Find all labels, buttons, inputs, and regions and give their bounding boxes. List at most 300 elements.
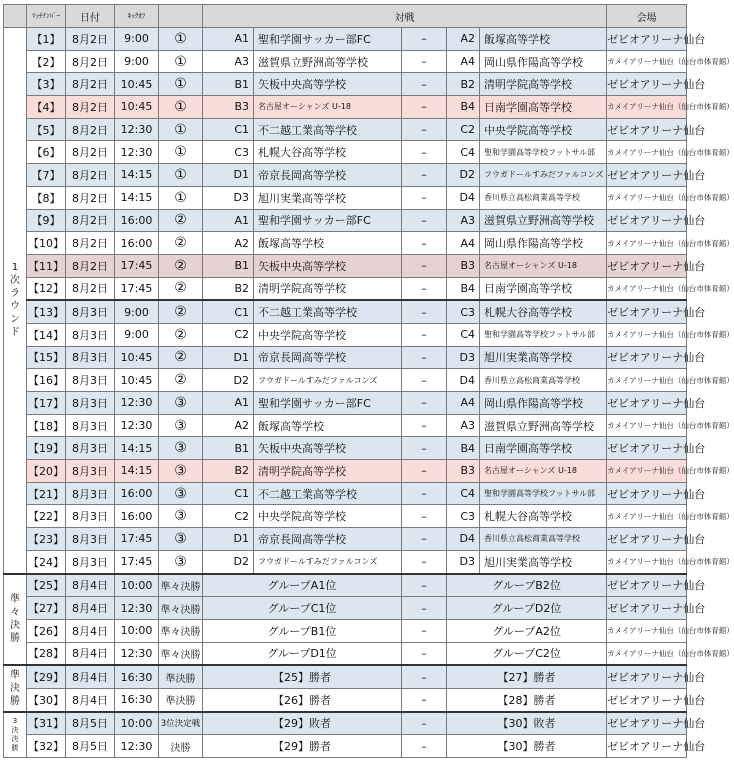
match-row — [4, 642, 687, 665]
group-slot-b: B3 — [447, 460, 480, 483]
match-row — [4, 323, 687, 346]
kickoff-time: 17:45 — [115, 254, 159, 277]
group-slot-b: A4 — [447, 50, 480, 73]
team-b: 香川県立高松商業高等学校 — [480, 186, 607, 209]
match-number: 【29】 — [27, 665, 66, 688]
team-a: 清明学院高等学校 — [254, 277, 402, 300]
group-slot-b: A4 — [447, 392, 480, 415]
match-row — [4, 735, 687, 758]
round-label: ③ — [159, 437, 203, 460]
match-date: 8月2日 — [66, 277, 115, 300]
team-b: グループB2位 — [447, 574, 607, 597]
round-label: ③ — [159, 460, 203, 483]
team-a: 帝京長岡高等学校 — [254, 164, 402, 187]
header-kickoff: ｷｯｸｵﾌ — [115, 5, 159, 28]
match-row — [4, 392, 687, 415]
team-a: 不二越工業高等学校 — [254, 300, 402, 323]
match-row — [4, 550, 687, 573]
stage-label-sf — [4, 665, 27, 711]
header-date: 日付 — [66, 5, 115, 28]
match-row — [4, 209, 687, 232]
round-label: ② — [159, 277, 203, 300]
team-a: 飯塚高等学校 — [254, 232, 402, 255]
match-date: 8月3日 — [66, 460, 115, 483]
versus-dash: – — [402, 665, 447, 688]
round-label: ③ — [159, 550, 203, 573]
round-label: ③ — [159, 482, 203, 505]
stage-char: 次 — [10, 275, 20, 287]
versus-dash: – — [402, 323, 447, 346]
versus-dash: – — [402, 186, 447, 209]
group-slot-b: B4 — [447, 277, 480, 300]
kickoff-time: 14:15 — [115, 437, 159, 460]
versus-dash: – — [402, 574, 447, 597]
venue: ゼビオアリーナ仙台 — [607, 712, 687, 735]
team-a: 聖和学園サッカー部FC — [254, 209, 402, 232]
kickoff-time: 16:30 — [115, 665, 159, 688]
team-a: 【29】敗者 — [203, 712, 402, 735]
match-date: 8月2日 — [66, 141, 115, 164]
match-date: 8月2日 — [66, 164, 115, 187]
group-slot-a: B2 — [203, 277, 254, 300]
group-slot-b: C4 — [447, 482, 480, 505]
team-b: 札幌大谷高等学校 — [480, 300, 607, 323]
kickoff-time: 14:15 — [115, 164, 159, 187]
group-slot-a: C1 — [203, 300, 254, 323]
team-b: 香川県立高松商業高等学校 — [480, 369, 607, 392]
team-a: 【26】勝者 — [203, 688, 402, 711]
team-b: 岡山県作陽高等学校 — [480, 232, 607, 255]
stage-char: 準 — [10, 594, 20, 606]
team-a: グループC1位 — [203, 597, 402, 620]
team-b: 日南学園高等学校 — [480, 277, 607, 300]
round-label: ③ — [159, 392, 203, 415]
match-number: 【31】 — [27, 712, 66, 735]
team-b: 香川県立高松商業高等学校 — [480, 528, 607, 551]
round-label: ② — [159, 300, 203, 323]
match-row — [4, 574, 687, 597]
versus-dash: – — [402, 642, 447, 665]
team-a: 【29】勝者 — [203, 735, 402, 758]
match-date: 8月4日 — [66, 642, 115, 665]
team-a: 帝京長岡高等学校 — [254, 346, 402, 369]
team-a: グループD1位 — [203, 642, 402, 665]
group-slot-a: A2 — [203, 232, 254, 255]
group-slot-b: D3 — [447, 550, 480, 573]
match-date: 8月4日 — [66, 597, 115, 620]
group-slot-b: B4 — [447, 437, 480, 460]
match-row — [4, 597, 687, 620]
header-blank — [4, 5, 27, 28]
kickoff-time: 16:00 — [115, 505, 159, 528]
venue: ゼビオアリーナ仙台 — [607, 688, 687, 711]
stage-char: 決 — [11, 725, 19, 734]
kickoff-time: 10:45 — [115, 73, 159, 96]
match-number: 【13】 — [27, 300, 66, 323]
team-b: 【30】敗者 — [447, 712, 607, 735]
stage-char: 決 — [11, 734, 19, 743]
round-label: ② — [159, 346, 203, 369]
match-number: 【23】 — [27, 528, 66, 551]
versus-dash: – — [402, 164, 447, 187]
group-slot-a: A2 — [203, 414, 254, 437]
group-slot-b: A3 — [447, 414, 480, 437]
match-number: 【9】 — [27, 209, 66, 232]
venue: ゼビオアリーナ仙台 — [607, 254, 687, 277]
round-label: ① — [159, 28, 203, 51]
round-label: 準決勝 — [159, 688, 203, 711]
venue: カメイアリーナ仙台（仙台市体育館） — [607, 232, 687, 255]
team-a: 聖和学園サッカー部FC — [254, 392, 402, 415]
group-slot-a: B2 — [203, 460, 254, 483]
group-slot-a: D2 — [203, 369, 254, 392]
team-b: 札幌大谷高等学校 — [480, 505, 607, 528]
match-row — [4, 528, 687, 551]
versus-dash: – — [402, 118, 447, 141]
match-number: 【21】 — [27, 482, 66, 505]
stage-char: 勝 — [10, 633, 20, 645]
match-number: 【12】 — [27, 277, 66, 300]
team-b: グループA2位 — [447, 619, 607, 642]
match-number: 【2】 — [27, 50, 66, 73]
team-b: 清明学院高等学校 — [480, 73, 607, 96]
match-row — [4, 460, 687, 483]
venue: カメイアリーナ仙台（仙台市体育館） — [607, 460, 687, 483]
header-row — [4, 5, 687, 28]
round-label: ③ — [159, 528, 203, 551]
kickoff-time: 12:30 — [115, 118, 159, 141]
versus-dash: – — [402, 688, 447, 711]
venue: ゼビオアリーナ仙台 — [607, 28, 687, 51]
group-slot-a: C1 — [203, 118, 254, 141]
match-date: 8月2日 — [66, 209, 115, 232]
round-label: ① — [159, 186, 203, 209]
group-slot-a: D1 — [203, 346, 254, 369]
team-a: 不二越工業高等学校 — [254, 482, 402, 505]
venue: ゼビオアリーナ仙台 — [607, 300, 687, 323]
stage-label-final — [4, 712, 27, 758]
group-slot-b: B2 — [447, 73, 480, 96]
match-number: 【32】 — [27, 735, 66, 758]
match-number: 【17】 — [27, 392, 66, 415]
venue: カメイアリーナ仙台（仙台市体育館） — [607, 50, 687, 73]
match-number: 【4】 — [27, 96, 66, 119]
group-slot-a: C1 — [203, 482, 254, 505]
match-date: 8月2日 — [66, 254, 115, 277]
match-row — [4, 28, 687, 51]
group-slot-a: B1 — [203, 73, 254, 96]
versus-dash: – — [402, 437, 447, 460]
match-date: 8月3日 — [66, 369, 115, 392]
team-b: 名古屋オーシャンズ U-18 — [480, 254, 607, 277]
stage-char: 勝 — [10, 695, 20, 707]
match-row — [4, 482, 687, 505]
kickoff-time: 16:00 — [115, 482, 159, 505]
versus-dash: – — [402, 597, 447, 620]
kickoff-time: 16:00 — [115, 232, 159, 255]
match-number: 【18】 — [27, 414, 66, 437]
venue: カメイアリーナ仙台（仙台市体育館） — [607, 96, 687, 119]
versus-dash: – — [402, 712, 447, 735]
kickoff-time: 9:00 — [115, 323, 159, 346]
team-a: 清明学院高等学校 — [254, 460, 402, 483]
match-date: 8月3日 — [66, 346, 115, 369]
team-a: 滋賀県立野洲高等学校 — [254, 50, 402, 73]
match-number: 【24】 — [27, 550, 66, 573]
group-slot-a: C2 — [203, 505, 254, 528]
match-date: 8月2日 — [66, 50, 115, 73]
match-number: 【27】 — [27, 597, 66, 620]
versus-dash: – — [402, 254, 447, 277]
match-date: 8月3日 — [66, 414, 115, 437]
match-row — [4, 619, 687, 642]
match-row — [4, 688, 687, 711]
kickoff-time: 17:45 — [115, 277, 159, 300]
match-date: 8月2日 — [66, 96, 115, 119]
match-number: 【8】 — [27, 186, 66, 209]
team-b: 聖和学園高等学校フットサル部 — [480, 323, 607, 346]
team-b: 【27】勝者 — [447, 665, 607, 688]
round-label: ② — [159, 323, 203, 346]
team-b: 名古屋オーシャンズ U-18 — [480, 460, 607, 483]
group-slot-b: C4 — [447, 141, 480, 164]
team-a: 札幌大谷高等学校 — [254, 141, 402, 164]
venue: カメイアリーナ仙台（仙台市体育館） — [607, 277, 687, 300]
group-slot-a: C2 — [203, 323, 254, 346]
round-label: ③ — [159, 505, 203, 528]
stage-char: ド — [10, 327, 20, 339]
header-match-no: ﾏｯﾁﾅﾝﾊﾞｰ — [27, 5, 66, 28]
match-date: 8月2日 — [66, 73, 115, 96]
venue: カメイアリーナ仙台（仙台市体育館） — [607, 323, 687, 346]
match-number: 【5】 — [27, 118, 66, 141]
match-date: 8月4日 — [66, 688, 115, 711]
group-slot-a: A1 — [203, 28, 254, 51]
stage-char: 1 — [11, 262, 19, 274]
versus-dash: – — [402, 209, 447, 232]
versus-dash: – — [402, 28, 447, 51]
group-slot-a: D1 — [203, 164, 254, 187]
team-b: 岡山県作陽高等学校 — [480, 392, 607, 415]
match-date: 8月2日 — [66, 28, 115, 51]
venue: ゼビオアリーナ仙台 — [607, 574, 687, 597]
venue: ゼビオアリーナ仙台 — [607, 346, 687, 369]
round-label: ③ — [159, 414, 203, 437]
kickoff-time: 14:15 — [115, 186, 159, 209]
match-date: 8月2日 — [66, 232, 115, 255]
match-row — [4, 141, 687, 164]
team-a: 不二越工業高等学校 — [254, 118, 402, 141]
group-slot-b: C2 — [447, 118, 480, 141]
match-date: 8月4日 — [66, 574, 115, 597]
team-a: フウガドールすみだファルコンズ — [254, 550, 402, 573]
team-b: 【28】勝者 — [447, 688, 607, 711]
venue: ゼビオアリーナ仙台 — [607, 164, 687, 187]
venue: カメイアリーナ仙台（仙台市体育館） — [607, 369, 687, 392]
kickoff-time: 12:30 — [115, 642, 159, 665]
venue: カメイアリーナ仙台（仙台市体育館） — [607, 642, 687, 665]
match-number: 【28】 — [27, 642, 66, 665]
group-slot-a: A3 — [203, 50, 254, 73]
group-slot-b: A2 — [447, 28, 480, 51]
venue: カメイアリーナ仙台（仙台市体育館） — [607, 141, 687, 164]
versus-dash: – — [402, 619, 447, 642]
round-label: ① — [159, 73, 203, 96]
group-slot-b: D4 — [447, 369, 480, 392]
match-number: 【30】 — [27, 688, 66, 711]
group-slot-b: C3 — [447, 505, 480, 528]
group-slot-b: C4 — [447, 323, 480, 346]
match-row — [4, 300, 687, 323]
versus-dash: – — [402, 73, 447, 96]
group-slot-b: B4 — [447, 96, 480, 119]
round-label: 準々決勝 — [159, 642, 203, 665]
kickoff-time: 12:30 — [115, 141, 159, 164]
round-label: ② — [159, 232, 203, 255]
team-a: フウガドールすみだファルコンズ — [254, 369, 402, 392]
match-date: 8月4日 — [66, 665, 115, 688]
round-label: 決勝 — [159, 735, 203, 758]
kickoff-time: 17:45 — [115, 528, 159, 551]
round-label: 準決勝 — [159, 665, 203, 688]
venue: カメイアリーナ仙台（仙台市体育館） — [607, 414, 687, 437]
match-row — [4, 118, 687, 141]
match-row — [4, 346, 687, 369]
header-venue: 会場 — [607, 5, 687, 28]
match-number: 【11】 — [27, 254, 66, 277]
team-b: グループC2位 — [447, 642, 607, 665]
kickoff-time: 16:00 — [115, 209, 159, 232]
match-row — [4, 186, 687, 209]
team-b: 聖和学園高等学校フットサル部 — [480, 141, 607, 164]
match-row — [4, 712, 687, 735]
venue: カメイアリーナ仙台（仙台市体育館） — [607, 619, 687, 642]
round-label: 準々決勝 — [159, 619, 203, 642]
round-label: ② — [159, 209, 203, 232]
group-slot-b: B3 — [447, 254, 480, 277]
group-slot-a: D3 — [203, 186, 254, 209]
team-a: 飯塚高等学校 — [254, 414, 402, 437]
versus-dash: – — [402, 232, 447, 255]
team-a: 帝京長岡高等学校 — [254, 528, 402, 551]
team-b: グループD2位 — [447, 597, 607, 620]
versus-dash: – — [402, 50, 447, 73]
match-date: 8月3日 — [66, 392, 115, 415]
match-date: 8月3日 — [66, 550, 115, 573]
versus-dash: – — [402, 735, 447, 758]
kickoff-time: 12:30 — [115, 392, 159, 415]
match-row — [4, 164, 687, 187]
versus-dash: – — [402, 141, 447, 164]
round-label: 準々決勝 — [159, 574, 203, 597]
match-row — [4, 437, 687, 460]
kickoff-time: 10:45 — [115, 369, 159, 392]
header-round-blank — [159, 5, 203, 28]
match-number: 【10】 — [27, 232, 66, 255]
group-slot-a: D2 — [203, 550, 254, 573]
match-row — [4, 414, 687, 437]
match-date: 8月4日 — [66, 619, 115, 642]
venue: カメイアリーナ仙台（仙台市体育館） — [607, 550, 687, 573]
team-a: グループB1位 — [203, 619, 402, 642]
group-slot-b: D3 — [447, 346, 480, 369]
match-row — [4, 254, 687, 277]
versus-dash: – — [402, 482, 447, 505]
team-a: 矢板中央高等学校 — [254, 73, 402, 96]
venue: カメイアリーナ仙台（仙台市体育館） — [607, 505, 687, 528]
match-number: 【15】 — [27, 346, 66, 369]
venue: ゼビオアリーナ仙台 — [607, 437, 687, 460]
schedule-table-wrapper — [3, 4, 734, 758]
kickoff-time: 17:45 — [115, 550, 159, 573]
versus-dash: – — [402, 392, 447, 415]
kickoff-time: 14:15 — [115, 460, 159, 483]
match-number: 【22】 — [27, 505, 66, 528]
stage-char: 々 — [10, 607, 20, 619]
stage-char: 準 — [10, 669, 20, 681]
group-slot-a: B1 — [203, 437, 254, 460]
match-row — [4, 369, 687, 392]
stage-char: 決 — [10, 682, 20, 694]
group-slot-a: A1 — [203, 392, 254, 415]
venue: カメイアリーナ仙台（仙台市体育館） — [607, 186, 687, 209]
match-date: 8月3日 — [66, 437, 115, 460]
group-slot-a: B3 — [203, 96, 254, 119]
versus-dash: – — [402, 277, 447, 300]
group-slot-b: D4 — [447, 186, 480, 209]
stage-char: ウ — [10, 301, 20, 313]
versus-dash: – — [402, 550, 447, 573]
kickoff-time: 9:00 — [115, 50, 159, 73]
match-date: 8月5日 — [66, 735, 115, 758]
match-row — [4, 96, 687, 119]
team-b: 中央学院高等学校 — [480, 118, 607, 141]
round-label: ① — [159, 164, 203, 187]
match-number: 【26】 — [27, 619, 66, 642]
stage-char: 3 — [12, 716, 18, 725]
team-b: 日南学園高等学校 — [480, 437, 607, 460]
round-label: ① — [159, 118, 203, 141]
kickoff-time: 12:30 — [115, 735, 159, 758]
match-date: 8月3日 — [66, 482, 115, 505]
group-slot-a: A1 — [203, 209, 254, 232]
kickoff-time: 16:30 — [115, 688, 159, 711]
match-date: 8月3日 — [66, 528, 115, 551]
match-number: 【3】 — [27, 73, 66, 96]
team-b: 旭川実業高等学校 — [480, 550, 607, 573]
group-slot-a: D1 — [203, 528, 254, 551]
team-b: 滋賀県立野洲高等学校 — [480, 209, 607, 232]
team-b: 岡山県作陽高等学校 — [480, 50, 607, 73]
team-a: 矢板中央高等学校 — [254, 437, 402, 460]
match-date: 8月5日 — [66, 712, 115, 735]
venue: ゼビオアリーナ仙台 — [607, 392, 687, 415]
venue: ゼビオアリーナ仙台 — [607, 528, 687, 551]
versus-dash: – — [402, 528, 447, 551]
match-row — [4, 232, 687, 255]
team-a: 矢板中央高等学校 — [254, 254, 402, 277]
stage-char: ン — [10, 314, 20, 326]
match-date: 8月3日 — [66, 300, 115, 323]
stage-label-qf — [4, 574, 27, 666]
match-number: 【6】 — [27, 141, 66, 164]
kickoff-time: 9:00 — [115, 300, 159, 323]
team-b: フウガドールすみだファルコンズ — [480, 164, 607, 187]
versus-dash: – — [402, 300, 447, 323]
group-slot-a: B1 — [203, 254, 254, 277]
group-slot-a: C3 — [203, 141, 254, 164]
kickoff-time: 10:00 — [115, 619, 159, 642]
